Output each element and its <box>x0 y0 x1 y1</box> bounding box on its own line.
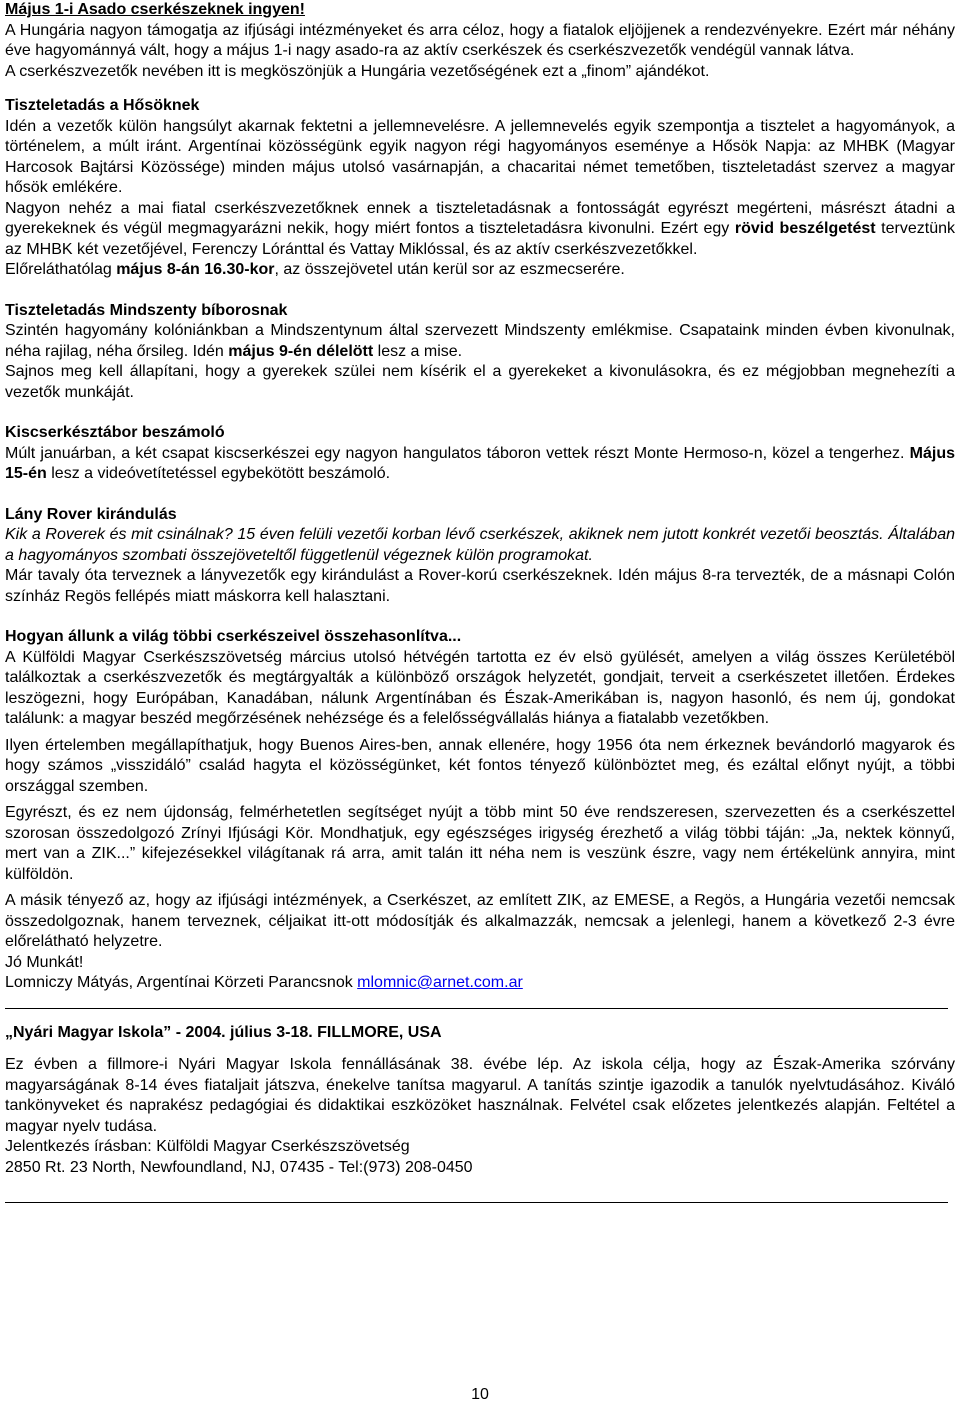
rover-heading: Lány Rover kirándulás <box>5 505 177 523</box>
hosok-heading: Tiszteletadás a Hősöknek <box>5 97 200 114</box>
hogyan-paragraph-3: Egyrészt, és ez nem újdonság, felmérhetetlen segítséget nyújt a több mint 50 éve rendszeresen, szervezetten és a cserkészettel szorosan összedolgozó Zrínyi Ifjúsági Kör. Mondhatjuk, egy egészséges irigység érezhető a világ többi táján: „Ja, nektek könnyű, mert van a ZIK...” kifejezésekkel világítanak rá arra, amit talán itt néha nem is veszünk észre, vagy nem értékelünk annyira, mint külföldön. <box>5 804 955 883</box>
asado-heading: Május 1-i Asado cserkészeknek ingyen! <box>5 1 305 18</box>
iskola-paragraph-2: Jelentkezés írásban: Külföldi Magyar Cserkészszövetség <box>5 1138 410 1155</box>
hosok-paragraph-2-bold: rövid beszélgetést <box>734 220 876 237</box>
iskola-paragraph-3: 2850 Rt. 23 North, Newfoundland, NJ, 07435 - Tel:(973) 208-0450 <box>5 1158 473 1176</box>
iskola-heading: „Nyári Magyar Iskola” - 2004. július 3-18. FILLMORE, USA <box>5 1023 442 1041</box>
hosok-paragraph-3-text-c: , az összejövetel után kerül sor az eszmecserére. <box>274 261 625 278</box>
rover-paragraph-2: Már tavaly óta terveznek a lányvezetők egy kirándulást a Rover-korú cserkészeknek. Idén május 8-ra tervezték, de a másnapi Colón színház Regös fellépés miatt máskorra kell halasztani. <box>5 567 955 605</box>
hosok-paragraph-3 <box>5 260 955 281</box>
hosok-paragraph-3-bold: május 8-án 16.30-kor <box>116 261 275 278</box>
mindszenty-heading: Tiszteletadás Mindszenty bíborosnak <box>5 301 288 319</box>
kiscserkesz-heading: Kiscserkésztábor beszámoló <box>5 424 225 441</box>
hosok-paragraph-2 <box>5 199 955 261</box>
mindszenty-paragraph-2: Sajnos meg kell állapítani, hogy a gyerekek szülei nem kísérik el a gyerekeket a kivonulásokra, és ez mégjobban megnehezíti a vezetők munkáját. <box>5 363 955 401</box>
kiscserkesz-paragraph-1 <box>5 444 955 485</box>
rover-paragraph-1: Kik a Roverek és mit csinálnak? 15 éven felüli vezetői korban lévő cserkészek, akiknek nem jutott konkrét vezetői beosztás. Általában a hagyományos szombati összejöveteltől függetlenül végeznek külön programokat. <box>5 526 955 564</box>
signature-line <box>5 973 955 994</box>
hosok-paragraph-3-text-a: Előreláthatólag <box>5 261 117 278</box>
page-number: 10 <box>471 1386 489 1403</box>
kiscserkesz-paragraph-1-text-a: Múlt januárban, a két csapat kiscserkészei egy nagyon hangulatos táboron vettek részt Monte Hermoso-n, közel a tengerhez. <box>5 444 910 462</box>
kiscserkesz-paragraph-1-bold: Május 15-én <box>5 444 955 482</box>
section-divider-bottom <box>5 1202 948 1203</box>
mindszenty-paragraph-1-text-a: Szintén hagyomány kolóniánkban a Mindszentynum által szervezett Mindszenty emlékmise. Csapataink minden évben kivonulnak, néha rajilag, néha őrsileg. Idén <box>5 322 955 360</box>
hogyan-paragraph-4: A másik tényező az, hogy az ifjúsági intézmények, a Cserkészet, az említett ZIK, az EMESE, a Regös, a Hungária vezetői nemcsak összedolgoznak, hanem terveznek, céljaikat itt-ott módosítják és alkalmazzák, nemcsak a jelenlegi, hanem a következő 2-3 évre előrelátható helyzetre. <box>5 892 955 950</box>
iskola-paragraph-1: Ez évben a fillmore-i Nyári Magyar Iskola fennállásának 38. évébe lép. Az iskola célja, hogy az Észak-Amerika szórvány magyarságának 8-14 éves fiataljait játszva, énekelve tanítsa magyarul. A tanítás szintje igazodik a tanulók nyelvtudásához. Kiváló tankönyveket és naprakész pedagógiai és didaktikai eszközöket használnak. Felvétel csak előzetes jelentkezés alapján. Feltétel a magyar nyelv tudása. <box>5 1056 955 1135</box>
hosok-paragraph-2-text-c: terveztünk az MHBK két vezetőjével, Ferenczy Lóránttal és Vattay Miklóssal, és az aktív cserkészvezetőkkel. <box>5 220 955 258</box>
asado-paragraph-2: A cserkészvezetők nevében itt is megköszönjük a Hungária vezetőségének ezt a „finom” ajándékot. <box>5 62 710 80</box>
mindszenty-paragraph-1-text-c: lesz a mise. <box>373 342 463 360</box>
kiscserkesz-paragraph-1-text-c: lesz a videóvetítetéssel egybekötött beszámoló. <box>46 465 391 482</box>
asado-paragraph-1: A Hungária nagyon támogatja az ifjúsági intézményeket és arra céloz, hogy a fiatalok eljöjjenek a rendezvényekre. Ezért már néhány éve hagyománnyá vált, hogy a május 1-i nagy asado-ra az aktív cserkészek és cserkészvezetők vendégül vannak látva. <box>5 21 955 59</box>
hogyan-closing: Jó Munkát! <box>5 953 84 971</box>
hogyan-paragraph-1: A Külföldi Magyar Cserkészszövetség március utolsó hétvégén tartotta ez év elsö gyülését, amelyen a világ összes Kerületéböl találkoztak a cserkészvezetők és megtárgyalták a különböző országok helyzetét, gondjait, terveit a cserkészetet illetően. Érdekes leszögezni, hogy Európában, Kanadában, nálunk Argentínában és Észak-Amerikában is, nagyon hasonló, és nem új, gondokat találunk: a magyar beszéd megőrzésének nehézsége és a felelősségvállalás hiánya a fiatalabb vezetőkben. <box>5 648 955 727</box>
document-page <box>5 0 955 1203</box>
hogyan-paragraph-2: Ilyen értelemben megállapíthatjuk, hogy Buenos Aires-ben, annak ellenére, hogy 1956 óta nem érkeznek bevándorló magyarok és hogy számos „visszidáló” család hagyta el közösségünket, két fontos tényező különböztet meg, és ezáltal előnyt nyújt, a többi országgal szemben. <box>5 736 955 795</box>
hosok-paragraph-2-text-a: Nagyon nehéz a mai fiatal cserkészvezetőknek ennek a tiszteletadásnak a fontosságát egyrészt megérteni, másrészt átadni a gyerekeknek és végül megmagyarázni nekik, hogy miért fontos a tiszteletadásra kivonulni. Ezért egy <box>5 199 955 237</box>
hosok-paragraph-1: Idén a vezetők külön hangsúlyt akarnak fektetni a jellemnevelésre. A jellemnevelés egyik szempontja a tisztelet a hagyományok, a történelem, a múlt iránt. Argentínai közösségünk egyik nagyon régi hagyományos eseménye a Hősök Napja: az MHBK (Magyar Harcosok Bajtársi Közössége) minden május utolsó vasárnapján, a chacaritai német temetőben, tiszteletadást szervez a magyar hősök emlékére. <box>5 117 955 196</box>
hogyan-heading: Hogyan állunk a világ többi cserkészeivel összehasonlítva... <box>5 628 462 645</box>
signature-text: Lomniczy Mátyás, Argentínai Körzeti Parancsnok <box>5 974 358 991</box>
email-link[interactable]: mlomnic@arnet.com.ar <box>357 974 523 991</box>
mindszenty-paragraph-1 <box>5 321 955 362</box>
mindszenty-paragraph-1-bold: május 9-én délelött <box>228 342 374 360</box>
